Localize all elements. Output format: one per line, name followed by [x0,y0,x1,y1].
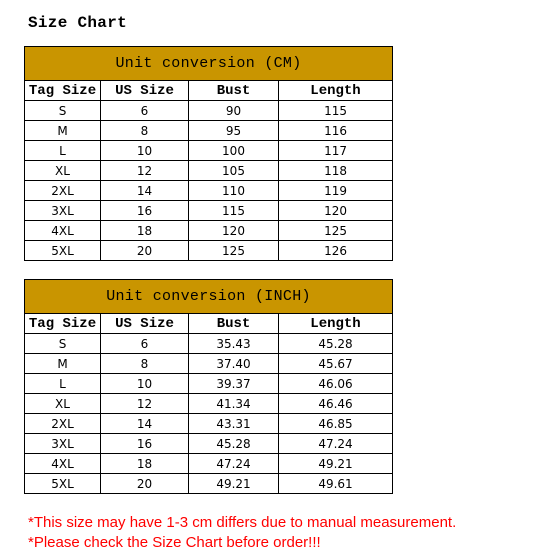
table-row [25,434,393,454]
length-cell: 115 [279,101,393,121]
us-size-cell: 8 [101,121,189,141]
length-cell: 46.46 [279,394,393,414]
tag-size-cell: S [25,101,101,121]
table-row [25,201,393,221]
table-caption: Unit conversion (CM) [25,47,393,81]
column-header-us-size: US Size [101,81,189,101]
length-cell: 45.67 [279,354,393,374]
tag-size-cell: M [25,121,101,141]
bust-cell: 47.24 [189,454,279,474]
bust-cell: 90 [189,101,279,121]
us-size-cell: 10 [101,141,189,161]
table-row [25,121,393,141]
column-header-bust: Bust [189,81,279,101]
bust-cell: 110 [189,181,279,201]
us-size-cell: 18 [101,221,189,241]
column-header-tag-size: Tag Size [25,81,101,101]
table-row [25,474,393,494]
tag-size-cell: 4XL [25,454,101,474]
tag-size-cell: L [25,374,101,394]
us-size-cell: 6 [101,101,189,121]
table-row [25,161,393,181]
tag-size-cell: XL [25,394,101,414]
length-cell: 49.61 [279,474,393,494]
column-header-us-size: US Size [101,314,189,334]
size-table-cm [24,46,393,261]
table-row [25,101,393,121]
bust-cell: 125 [189,241,279,261]
tag-size-cell: 4XL [25,221,101,241]
length-cell: 47.24 [279,434,393,454]
us-size-cell: 14 [101,181,189,201]
length-cell: 120 [279,201,393,221]
table-row [25,414,393,434]
bust-cell: 43.31 [189,414,279,434]
tag-size-cell: 3XL [25,201,101,221]
tag-size-cell: M [25,354,101,374]
bust-cell: 37.40 [189,354,279,374]
table-row [25,374,393,394]
tag-size-cell: XL [25,161,101,181]
table-row [25,241,393,261]
bust-cell: 95 [189,121,279,141]
bust-cell: 41.34 [189,394,279,414]
header-row [25,314,393,334]
table-row [25,334,393,354]
table-row [25,221,393,241]
bust-cell: 45.28 [189,434,279,454]
size-table-inch [24,279,393,494]
column-header-bust: Bust [189,314,279,334]
us-size-cell: 16 [101,434,189,454]
us-size-cell: 16 [101,201,189,221]
length-cell: 116 [279,121,393,141]
tag-size-cell: 2XL [25,181,101,201]
table-row [25,181,393,201]
us-size-cell: 12 [101,161,189,181]
check-chart-note: *Please check the Size Chart before order!!! [28,534,321,551]
us-size-cell: 8 [101,354,189,374]
length-cell: 46.85 [279,414,393,434]
bust-cell: 100 [189,141,279,161]
bust-cell: 49.21 [189,474,279,494]
length-cell: 46.06 [279,374,393,394]
table-row [25,394,393,414]
length-cell: 49.21 [279,454,393,474]
length-cell: 119 [279,181,393,201]
table-row [25,141,393,161]
bust-cell: 105 [189,161,279,181]
table-caption: Unit conversion (INCH) [25,280,393,314]
measurement-note: *This size may have 1-3 cm differs due to manual measurement. [28,514,457,531]
length-cell: 118 [279,161,393,181]
us-size-cell: 12 [101,394,189,414]
table-row [25,354,393,374]
tag-size-cell: L [25,141,101,161]
us-size-cell: 18 [101,454,189,474]
column-header-tag-size: Tag Size [25,314,101,334]
column-header-length: Length [279,314,393,334]
bust-cell: 35.43 [189,334,279,354]
us-size-cell: 14 [101,414,189,434]
column-header-length: Length [279,81,393,101]
us-size-cell: 6 [101,334,189,354]
bust-cell: 120 [189,221,279,241]
us-size-cell: 10 [101,374,189,394]
us-size-cell: 20 [101,241,189,261]
header-row [25,81,393,101]
page-title: Size Chart [28,14,128,32]
table-row [25,454,393,474]
bust-cell: 39.37 [189,374,279,394]
us-size-cell: 20 [101,474,189,494]
tag-size-cell: 5XL [25,241,101,261]
length-cell: 45.28 [279,334,393,354]
bust-cell: 115 [189,201,279,221]
length-cell: 126 [279,241,393,261]
tag-size-cell: 3XL [25,434,101,454]
length-cell: 125 [279,221,393,241]
tag-size-cell: 2XL [25,414,101,434]
tag-size-cell: S [25,334,101,354]
tag-size-cell: 5XL [25,474,101,494]
length-cell: 117 [279,141,393,161]
